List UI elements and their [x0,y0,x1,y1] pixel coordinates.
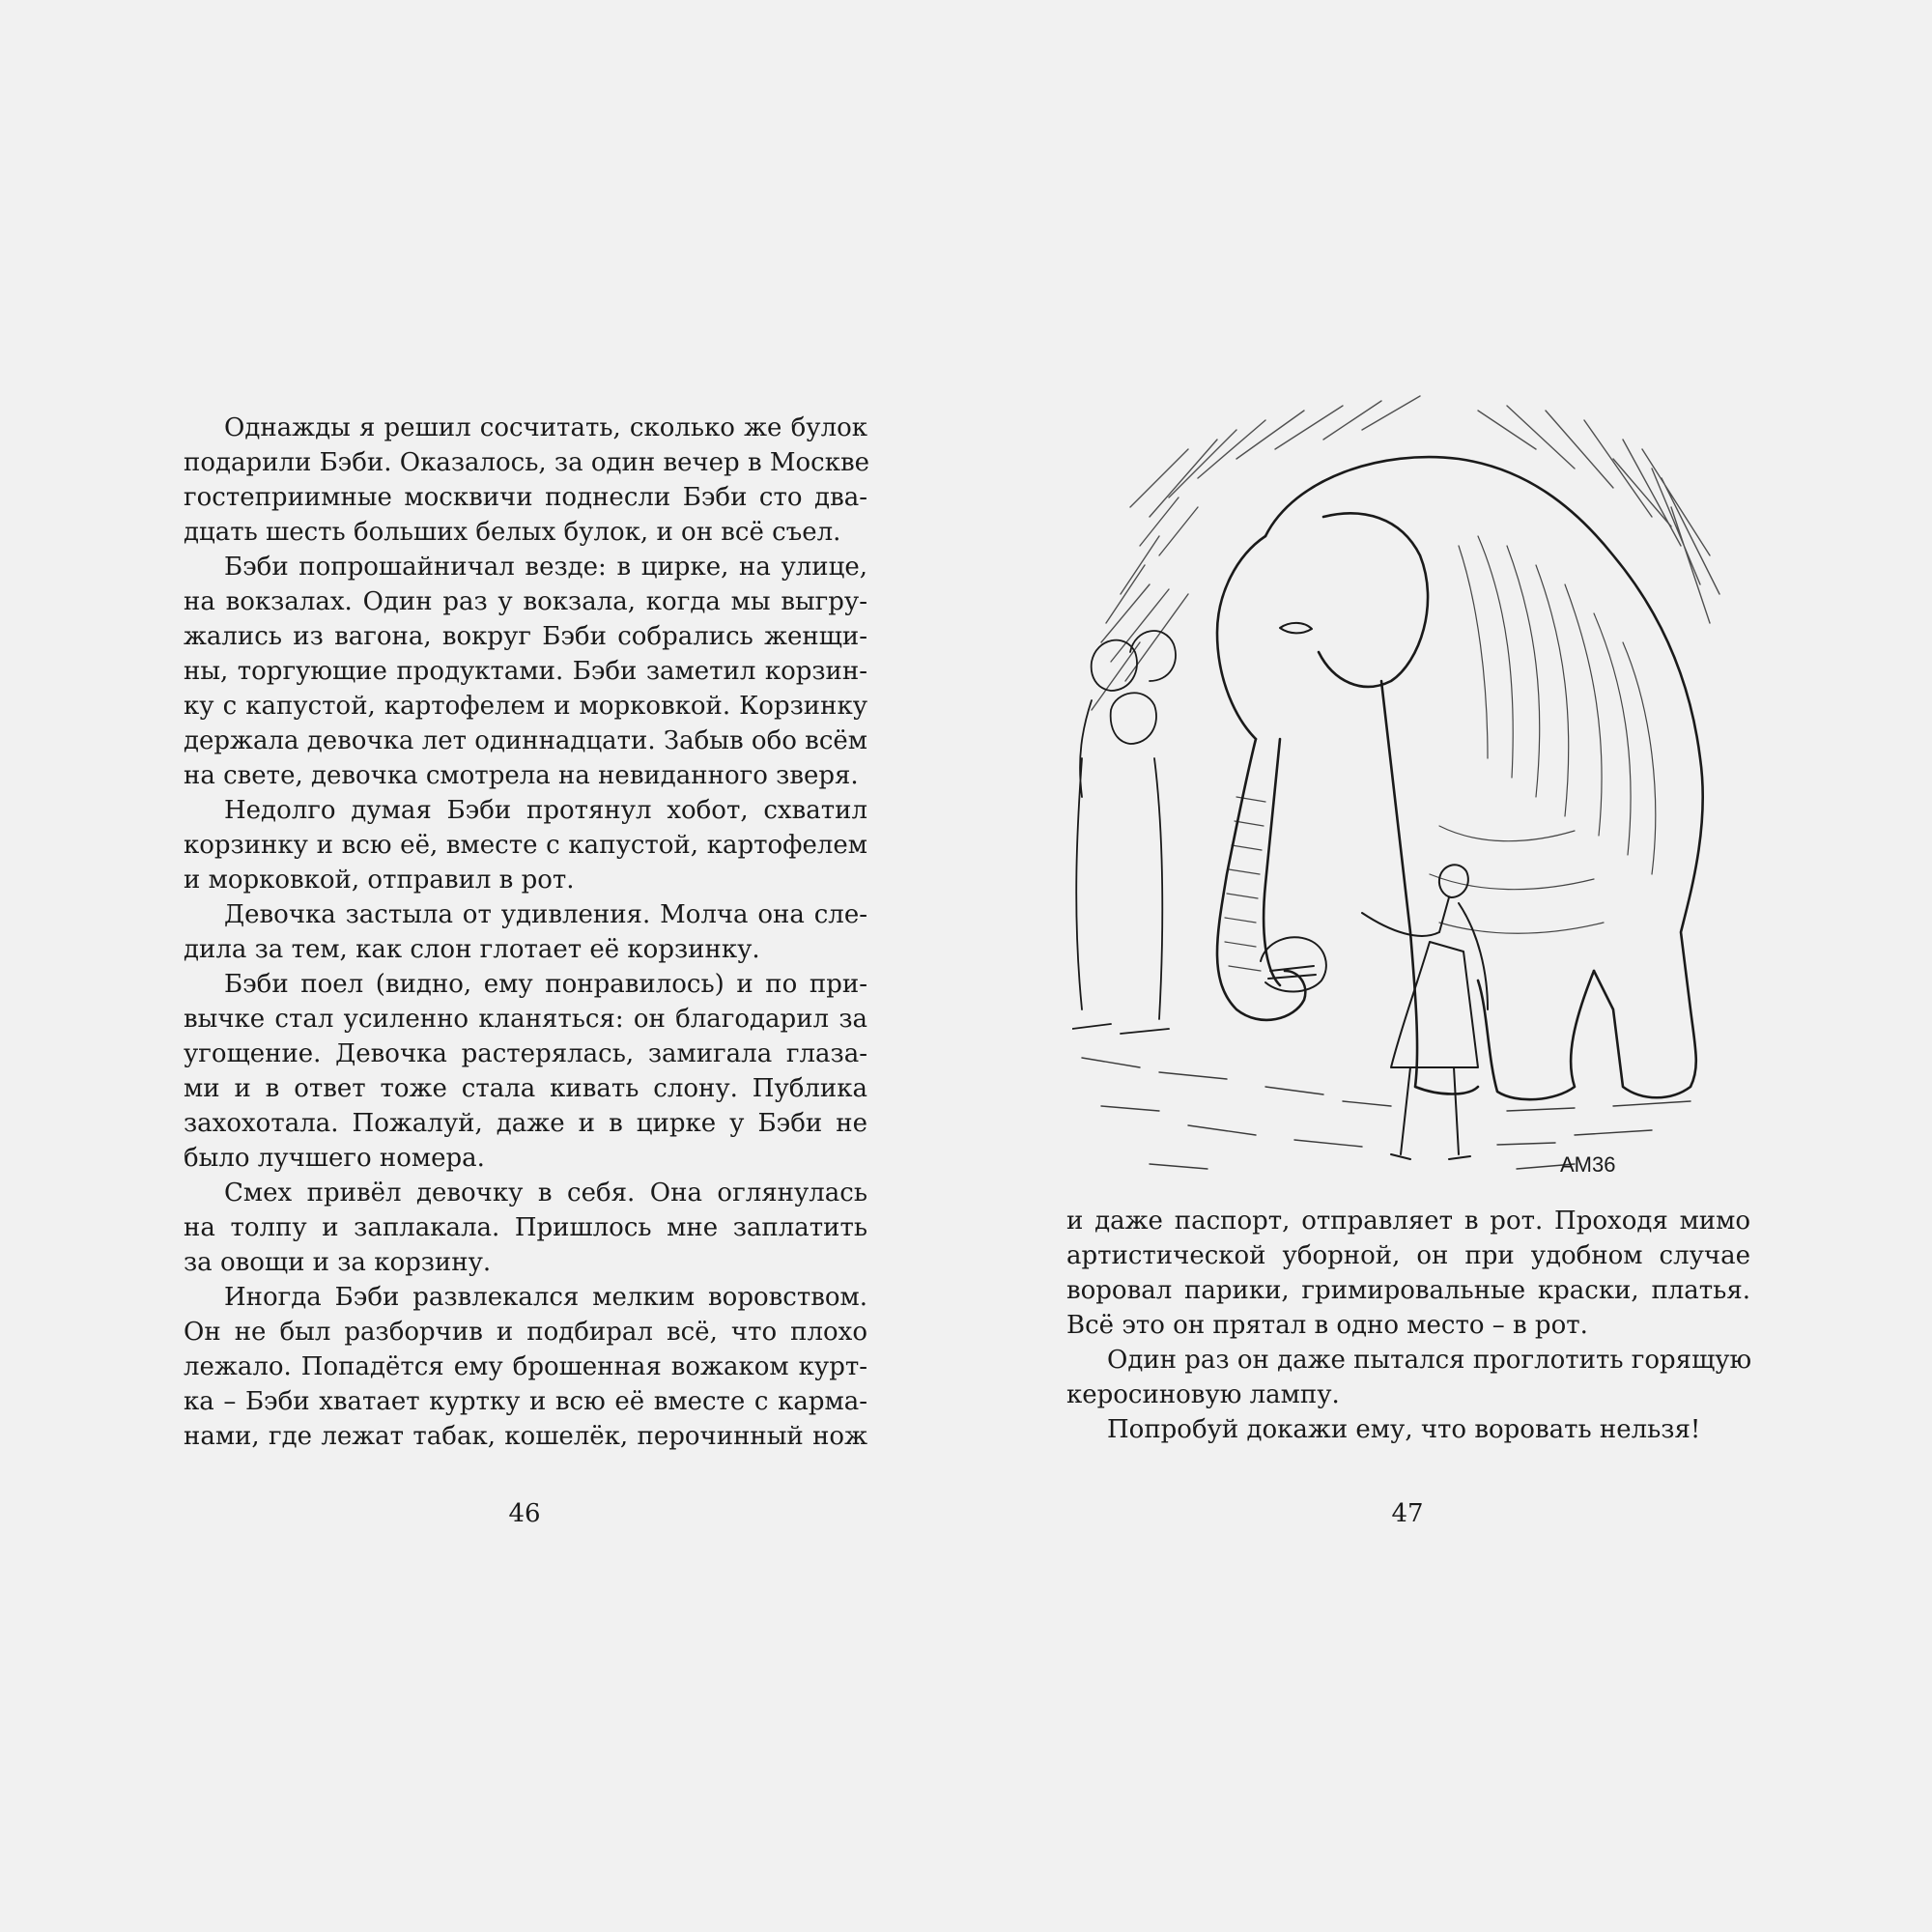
elephant-illustration [1072,391,1748,1193]
text-line: и морковкой, отправил в рот. [184,866,575,895]
text-line: воровал парики, гримировальные краски, платья. [1066,1276,1750,1305]
illustration-signature: АМ36 [1560,1152,1616,1177]
text-line: гостеприимные москвичи поднесли Бэби сто два- [184,483,867,512]
crowd-drawing [1072,631,1176,1034]
text-line: на вокзалах. Один раз у вокзала, когда мы выгру- [184,587,867,616]
text-line: вычке стал усиленно кланяться: он благодарил за [184,1005,867,1034]
text-line: подарили Бэби. Оказалось, за один вечер в Москве [184,448,869,477]
text-line: Бэби поел (видно, ему понравилось) и по при- [224,970,867,999]
text-line: ка – Бэби хватает куртку и всю её вместе с карма- [184,1387,867,1416]
text-line: жались из вагона, вокруг Бэби собрались женщи- [184,622,867,651]
text-line: Бэби попрошайничал везде: в цирке, на улице, [224,553,867,582]
right-page-text [1066,1204,1750,1447]
text-line: держала девочка лет одиннадцати. Забыв обо всём [184,726,867,755]
text-line: дила за тем, как слон глотает её корзинку. [184,935,760,964]
background-hatching [1092,396,1719,710]
text-line: Один раз он даже пытался проглотить горящую [1107,1346,1752,1375]
text-line: Недолго думая Бэби протянул хобот, схватил [224,796,867,825]
page-number-right: 47 [1391,1499,1424,1528]
text-line: и даже паспорт, отправляет в рот. Проходя мимо [1066,1207,1750,1236]
text-line: ку с капустой, картофелем и морковкой. Корзинку [184,692,867,721]
page-number-left: 46 [508,1499,541,1528]
girl-drawing [1362,865,1488,1159]
text-line: нами, где лежат табак, кошелёк, перочинный нож [184,1422,867,1451]
text-line: лежало. Попадётся ему брошенная вожаком курт- [184,1352,867,1381]
text-line: Девочка застыла от удивления. Молча она сле- [224,900,867,929]
text-line: артистической уборной, он при удобном случае [1066,1241,1750,1270]
elephant-skin-texture [1225,536,1656,971]
basket-drawing [1261,937,1326,991]
text-line: Он не был разборчив и подбирал всё, что плохо [184,1318,867,1347]
text-line: корзинку и всю её, вместе с капустой, картофелем [184,831,867,860]
text-line: было лучшего номера. [184,1144,485,1173]
text-line: ны, торгующие продуктами. Бэби заметил корзин- [184,657,867,686]
text-line: на толпу и заплакала. Пришлось мне заплатить [184,1213,867,1242]
text-line: Всё это он прятал в одно место – в рот. [1066,1311,1588,1340]
text-line: керосиновую лампу. [1066,1380,1340,1409]
text-line: Смех привёл девочку в себя. Она оглянулась [224,1179,867,1208]
text-line: захохотала. Пожалуй, даже и в цирке у Бэби не [184,1109,867,1138]
text-line: за овощи и за корзину. [184,1248,492,1277]
text-line: Однажды я решил сосчитать, сколько же булок [224,413,867,442]
elephant-eye [1280,623,1312,634]
text-line: Иногда Бэби развлекался мелким воровством. [224,1283,867,1312]
left-page-text [184,411,867,1454]
text-line: Попробуй докажи ему, что воровать нельзя! [1107,1415,1701,1444]
text-line: ми и в ответ тоже стала кивать слону. Публика [184,1074,867,1103]
text-line: дцать шесть больших белых булок, и он всё съел. [184,518,841,547]
text-line: угощение. Девочка растерялась, замигала глаза- [184,1039,867,1068]
text-line: на свете, девочка смотрела на невиданного зверя. [184,761,859,790]
